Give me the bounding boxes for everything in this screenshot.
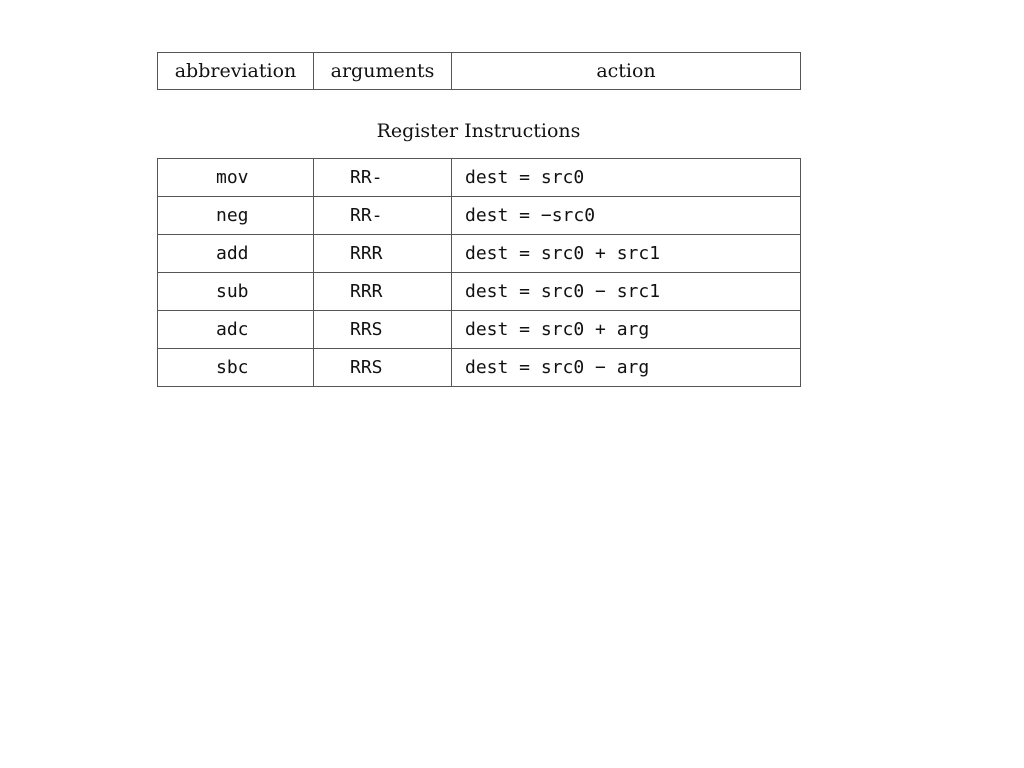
register-instructions-table — [157, 158, 801, 387]
instruction-abbreviation: mov — [158, 159, 314, 197]
header-arguments: arguments — [314, 53, 452, 90]
instruction-arguments: RRR — [314, 273, 452, 311]
instruction-action: dest = −src0 — [452, 197, 801, 235]
instruction-arguments: RRR — [314, 235, 452, 273]
instruction-arguments: RRS — [314, 311, 452, 349]
table-row — [158, 235, 801, 273]
instruction-action: dest = src0 − src1 — [452, 273, 801, 311]
instruction-arguments: RR- — [314, 197, 452, 235]
instruction-action: dest = src0 — [452, 159, 801, 197]
column-header-table — [157, 52, 801, 90]
table-row — [158, 159, 801, 197]
header-row — [158, 53, 801, 90]
section-title: Register Instructions — [376, 120, 581, 142]
header-abbreviation: abbreviation — [158, 53, 314, 90]
instruction-abbreviation: sbc — [158, 349, 314, 387]
instruction-abbreviation: sub — [158, 273, 314, 311]
instruction-action: dest = src0 + arg — [452, 311, 801, 349]
instruction-arguments: RR- — [314, 159, 452, 197]
instruction-abbreviation: add — [158, 235, 314, 273]
header-action: action — [452, 53, 801, 90]
instruction-arguments: RRS — [314, 349, 452, 387]
table-row — [158, 311, 801, 349]
table-row — [158, 197, 801, 235]
table-row — [158, 273, 801, 311]
instruction-abbreviation: neg — [158, 197, 314, 235]
instruction-action: dest = src0 − arg — [452, 349, 801, 387]
instruction-abbreviation: adc — [158, 311, 314, 349]
instruction-action: dest = src0 + src1 — [452, 235, 801, 273]
table-row — [158, 349, 801, 387]
